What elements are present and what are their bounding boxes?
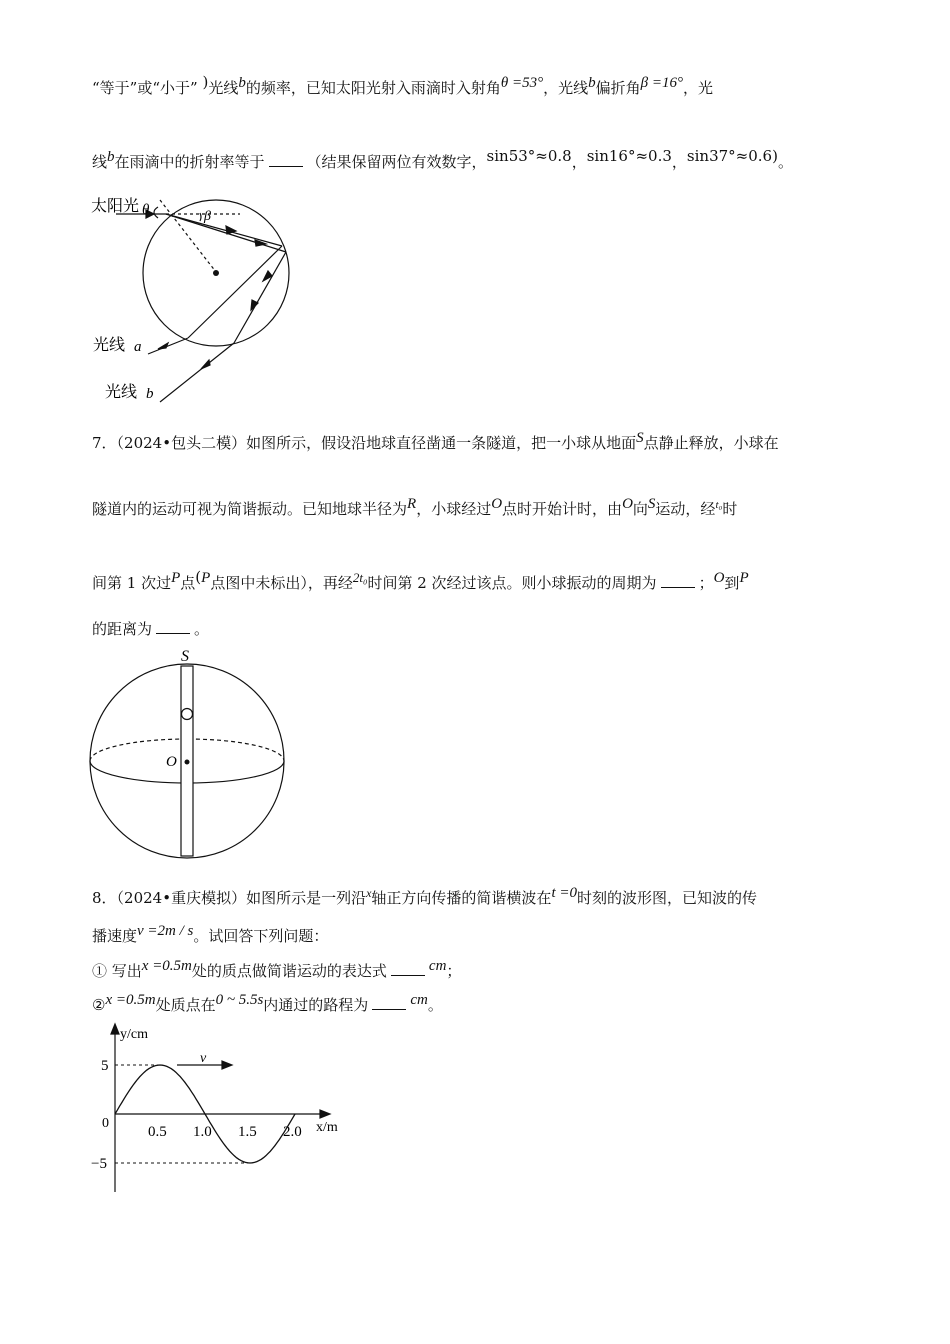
ray-a-letter: a bbox=[134, 339, 142, 355]
q8-l2-text2: 。试回答下列问题： bbox=[193, 927, 329, 945]
q7-l3-text1: 间第 1 次过 bbox=[92, 574, 172, 592]
q8-i2-unit: cm bbox=[410, 992, 428, 1008]
q6-l1-suffix: ，光 bbox=[682, 79, 713, 97]
q7-l3-paren: ( bbox=[195, 568, 202, 586]
label-O: O bbox=[166, 754, 177, 770]
ray-b-letter: b bbox=[146, 386, 154, 402]
q7-l3-text2: 点 bbox=[180, 574, 196, 592]
q8-i1-text2: 处的质点做简谐运动的表达式 bbox=[191, 962, 387, 980]
q7-l2-O: O bbox=[491, 496, 503, 512]
q7-l2-text1: 隧道内的运动可视为简谐振动。已知地球半径为 bbox=[92, 500, 408, 518]
q7-l1-text1: 如图所示，假设沿地球直径凿通一条隧道，把一小球从地面 bbox=[246, 434, 637, 452]
q8-l1-text2: 轴正方向传播的简谐横波在 bbox=[371, 889, 552, 907]
q6-l1-b: b bbox=[238, 75, 246, 91]
q8-i1-unit: cm bbox=[428, 958, 447, 974]
q8-i1-suffix: ； bbox=[446, 962, 462, 980]
q6-sep2: ， bbox=[671, 153, 687, 171]
q8-i2-suffix: 。 bbox=[427, 996, 443, 1014]
q8-i2-x: x =0.5m bbox=[105, 992, 156, 1008]
q6-sin37: sin37°≈0.6) bbox=[686, 147, 778, 165]
q6-l2-mid2: （结果保留两位有效数字， bbox=[306, 153, 487, 171]
q7-l1-S: S bbox=[636, 430, 644, 446]
q7-l3-text6: 到 bbox=[724, 574, 740, 592]
q6-l1-mid1: 光线 bbox=[208, 79, 239, 97]
beta-label: β bbox=[204, 209, 211, 224]
q8-i1-text1: ① 写出 bbox=[92, 962, 142, 980]
q7-l2-text2: ，小球经过 bbox=[416, 500, 492, 518]
y-axis-label: y/cm bbox=[120, 1027, 148, 1042]
q7-l2-O2: O bbox=[622, 496, 633, 512]
q6-l2-mid1: 在雨滴中的折射率等于 bbox=[114, 153, 265, 171]
q6-l1-mid4: 偏折角 bbox=[595, 79, 641, 97]
q7-l3-text5: ； bbox=[698, 574, 714, 592]
q7-l3-P3: P bbox=[739, 570, 749, 586]
q6-sin53: sin53°≈0.8 bbox=[486, 147, 572, 165]
x-tick-label-0: 0.5 bbox=[148, 1124, 167, 1140]
x-tick-label-1: 1.0 bbox=[193, 1124, 212, 1140]
q7-l3-t2: 2t₀ bbox=[352, 570, 368, 585]
q8-l1-t: t =0 bbox=[551, 885, 577, 901]
q7-l4-suffix: 。 bbox=[194, 620, 210, 638]
q7-l3-P2: P bbox=[201, 570, 211, 586]
q6-l1-mid2: 的频率，已知太阳光射入雨滴时入射角 bbox=[245, 79, 501, 97]
q7-l2-text4: 向 bbox=[632, 500, 648, 518]
q7-source: （2024•包头二模） bbox=[116, 434, 247, 452]
q8-l2-text1: 播速度 bbox=[92, 927, 138, 945]
q7-l3-text4: 时间第 2 次经过该点。则小球振动的周期为 bbox=[367, 574, 657, 592]
q6-l1-beta: β =16° bbox=[640, 75, 683, 91]
q8-l1-x: x bbox=[366, 886, 372, 900]
q7-l2-t0: t₀ bbox=[715, 499, 723, 511]
q7-l3-P: P bbox=[171, 570, 181, 586]
q6-l1-mid3: ，光线 bbox=[543, 79, 589, 97]
x-axis-arrow bbox=[320, 1110, 330, 1118]
q8-i2-text3: 内通过的路程为 bbox=[263, 996, 369, 1014]
q7-l3-text3: 点图中未标出），再经 bbox=[210, 574, 353, 592]
q7-l2-R: R bbox=[407, 496, 417, 512]
velocity-arrowhead bbox=[222, 1061, 232, 1069]
q6-l2-b: b bbox=[107, 149, 115, 165]
q6-l1-paren: ) bbox=[202, 73, 209, 91]
x-axis-label: x/m bbox=[316, 1120, 338, 1135]
ray-a-label: 光线 bbox=[93, 337, 126, 354]
q6-l1-prefix: “等于”或“小于” bbox=[92, 79, 198, 97]
q7-l2-text5: 运动，经 bbox=[655, 500, 716, 518]
y-axis-arrow bbox=[111, 1024, 119, 1034]
q8-l2-v: v =2m / s bbox=[137, 923, 194, 939]
x-tick-label-3: 2.0 bbox=[283, 1124, 302, 1140]
q7-number: 7． bbox=[92, 434, 117, 452]
origin-label: 0 bbox=[102, 1116, 109, 1131]
velocity-label: v bbox=[200, 1051, 207, 1066]
q6-l2-suffix: 。 bbox=[777, 153, 793, 171]
q7-l2-text6: 时 bbox=[722, 500, 738, 518]
q7-l1-text2: 点静止释放，小球在 bbox=[643, 434, 779, 452]
q8-i1-x: x =0.5m bbox=[141, 958, 192, 974]
q8-l1-text3: 时刻的波形图，已知波的传 bbox=[576, 889, 757, 907]
q7-l4-text1: 的距离为 bbox=[92, 620, 153, 638]
q7-l2-S: S bbox=[647, 496, 656, 512]
y-tick-label-1: −5 bbox=[91, 1156, 107, 1172]
q8-i2-range: 0 ~ 5.5s bbox=[215, 992, 264, 1008]
ray-b-label: 光线 bbox=[105, 384, 138, 401]
x-tick-label-2: 1.5 bbox=[238, 1124, 257, 1140]
q8-source: （2024•重庆模拟） bbox=[116, 889, 247, 907]
q7-l2-text3: 点时开始计时，由 bbox=[502, 500, 623, 518]
q8-l1-text1: 如图所示是一列沿 bbox=[246, 889, 367, 907]
q8-i2-text2: 处质点在 bbox=[155, 996, 216, 1014]
q8-number: 8． bbox=[92, 889, 117, 907]
q6-l2-prefix: 线 bbox=[92, 153, 108, 171]
q6-sep1: ， bbox=[571, 153, 587, 171]
theta-label: θ bbox=[142, 202, 150, 218]
y-tick-label-0: 5 bbox=[101, 1058, 109, 1074]
label-S: S bbox=[181, 648, 189, 665]
q6-l1-theta: θ =53° bbox=[500, 75, 544, 91]
q6-sin16: sin16°≈0.3 bbox=[586, 147, 672, 165]
q8-i2-text1: ② bbox=[92, 996, 106, 1014]
q6-l1-b2: b bbox=[588, 75, 596, 91]
sunlight-label: 太阳光 bbox=[91, 198, 140, 215]
q7-l3-O: O bbox=[713, 570, 725, 586]
